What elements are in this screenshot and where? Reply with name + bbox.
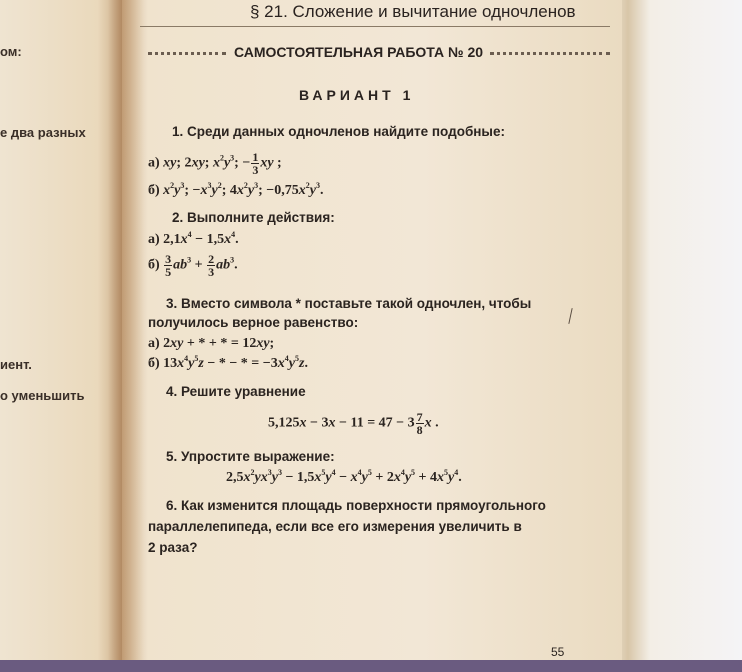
task-1a-label: а)	[148, 155, 160, 171]
task-1b: б) $x^2y^3$; $-x^3y^2$; $4x^2y^3$; $-0,75x^2y^3$.	[148, 181, 324, 198]
page-number: 55	[551, 645, 565, 659]
header-rule	[140, 26, 610, 27]
task-4-text: 4. Решите уравнение	[166, 384, 306, 399]
task-1-text: 1. Среди данных одночленов найдите подобные:	[172, 124, 505, 139]
left-page-line: ом:	[0, 44, 22, 59]
task-6-line-3: 2 раза?	[148, 540, 198, 555]
variant-heading: ВАРИАНТ 1	[299, 87, 415, 103]
task-3-line-1: 3. Вместо символа * поставьте такой одночлен, чтобы	[166, 296, 532, 311]
task-2b: б) $\frac{3}{5}$ $ab^3$ + $\frac{2}{3}$ $ab^3$.	[148, 252, 238, 279]
task-4-equation: 5,125x − 3x − 11 = 47 − 3 $\frac{7}{8}$ x .	[268, 410, 439, 437]
section-header: § 21. Сложение и вычитание одночленов	[250, 2, 576, 21]
task-5-expression: $2,5x^2yx^3y^3 - 1,5x^5y^4 - x^4y^5 + 2x^4y^5 + 4x^5y^4$.	[226, 468, 462, 485]
task-6-line-1: 6. Как изменится площадь поверхности прямоугольного	[166, 498, 546, 513]
task-6-line-2: параллелепипеда, если все его измерения увеличить в	[148, 519, 522, 534]
title-rule-right	[490, 52, 610, 55]
task-1a: а) xy; 2xy; $x^2y^3$; − $\frac{1}{3}$ xy ;	[148, 150, 282, 177]
task-3-line-2: получилось верное равенство:	[148, 315, 359, 330]
left-page	[0, 0, 122, 660]
page-edge	[610, 0, 742, 660]
task-2b-label: б)	[148, 257, 160, 273]
background-strip	[0, 660, 742, 672]
task-2-text: 2. Выполните действия:	[172, 210, 335, 225]
left-page-line: иент.	[0, 357, 32, 372]
left-page-line: о уменьшить	[0, 388, 85, 403]
task-3a: а) 2xy + * + * = 12xy;	[148, 336, 275, 351]
book-gutter	[108, 0, 148, 660]
task-1b-label: б)	[148, 183, 160, 198]
task-3b: б) $13x^4y^5z$ − * − * = $-3x^4y^5z$.	[148, 354, 308, 371]
left-page-line: е два разных	[0, 125, 86, 140]
task-3b-label: б)	[148, 356, 160, 371]
task-5-text: 5. Упростите выражение:	[166, 449, 335, 464]
task-2a: а) $2,1x^4 - 1,5x^4$.	[148, 230, 239, 247]
task-3a-label: а)	[148, 336, 160, 351]
work-title: САМОСТОЯТЕЛЬНАЯ РАБОТА № 20	[234, 44, 484, 60]
task-2a-label: а)	[148, 232, 160, 247]
title-rule-left	[148, 52, 226, 55]
